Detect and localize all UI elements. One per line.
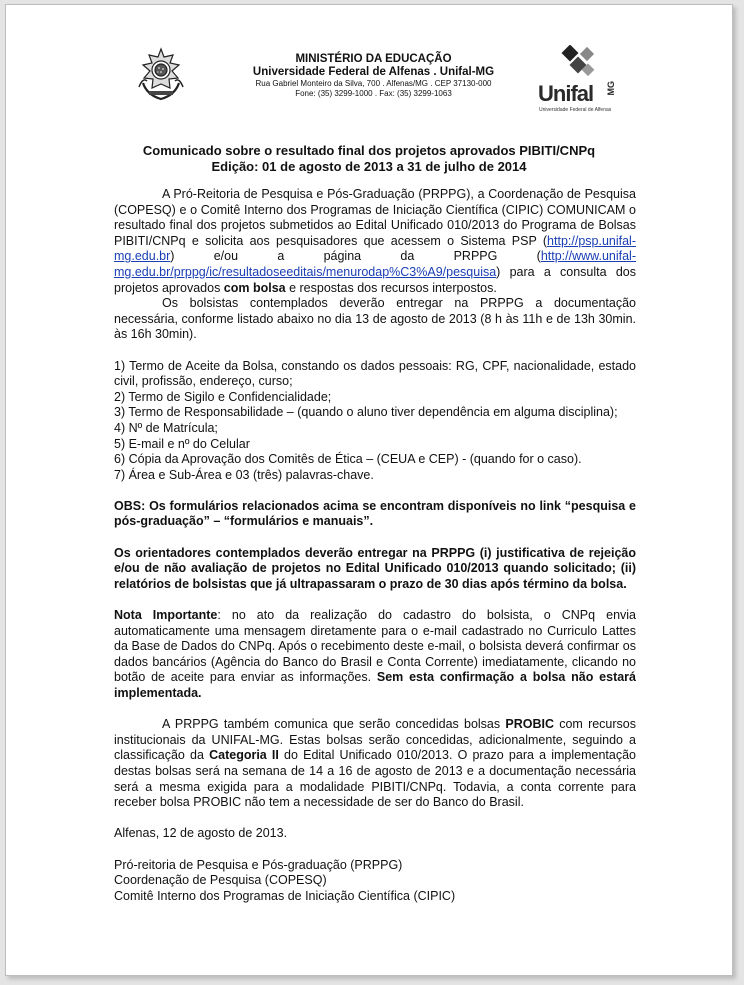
orientadores-paragraph: Os orientadores contemplados deverão entregar na PRPPG (i) justificativa de rejeição e/ou de não avaliação de projetos no Edital Unificado 010/2013 quando solicitado; (ii) relatórios de bolsistas que já ultrapassaram o prazo de 30 dias após término da bolsa. [114,545,636,591]
psp-link[interactable]: http://psp.unifal-mg.edu.br [114,233,636,264]
list-item: 6) Cópia da Aprovação dos Comitês de Ética – (CEUA e CEP) - (quando for o caso). [114,452,582,467]
list-item: 1) Termo de Aceite da Bolsa, constando os dados pessoais: RG, CPF, nacionalidade, estado civil, profissão, endereço, curso; [114,358,636,389]
intro-bold: com bolsa [223,280,286,295]
list-item: 2) Termo de Sigilo e Confidencialidade; [114,389,332,404]
list-item: 4) Nº de Matrícula; [114,420,218,435]
nota-text: : no ato da realização do cadastro do bolsista, o CNPq envia automaticamente uma mensagem diretamente para o e-mail cadastrado no Curriculo Lattes da Base de Dados do CNPq. Após o recebimento deste e-mail, o bolsista deverá confirmar os dados bancários (Agência do Banco do Brasil e Conta Corrente) imediatamente, clicando no botão de aceite para enviar as informações. [114,608,636,685]
university-name: Universidade Federal de Alfenas . Unifal-MG [252,66,495,78]
nota-paragraph [114,608,636,702]
brazil-coat-of-arms-icon [133,47,189,103]
categoria-bold: Categoria II [209,748,279,763]
obs-paragraph: OBS: Os formulários relacionados acima se encontram disponíveis no link “pesquisa e pós-graduação” – “formulários e manuais”. [114,498,636,529]
probic-text-a: A PRPPG também comunica que serão concedidas bolsas [162,717,506,732]
document-body [114,187,636,904]
nota-bold-end: Sem esta confirmação a bolsa não estará implementada. [114,670,636,700]
document-page [5,4,733,976]
ministry-name: MINISTÉRIO DA EDUCAÇÃO [295,53,452,65]
document-list [114,359,636,484]
prppg-link[interactable]: http://www.unifal-mg.edu.br/prppg/ic/resultadoseeditais/menurodap%C3%A9/pesquisa [114,249,636,279]
title-line-1: Comunicado sobre o resultado final dos projetos aprovados PIBITI/CNPq [142,143,596,158]
probic-bold: PROBIC [505,717,554,732]
nota-label: Nota Importante [114,608,218,623]
list-item: 7) Área e Sub-Área e 03 (três) palavras-chave. [114,467,374,482]
letterhead [6,5,732,125]
title-line-2: Edição: 01 de agosto de 2013 a 31 de julho de 2014 [211,159,527,174]
intro-text-b: ) e/ou a página da PRPPG ( [170,249,541,264]
intro-text-a: A Pró-Reitoria de Pesquisa e Pós-Graduação (PRPPG), a Coordenação de Pesquisa (COPESQ) e o Comitê Interno dos Programas de Iniciação Científica (CIPIC) COMUNICAM o resultado final dos projetos submetidos ao Edital Unificado 010/2013 do Programa de Bolsas PIBITI/CNPq e solicita aos pesquisadores que acessem o Sistema PSP ( [114,187,636,248]
probic-text-c: do Edital Unificado 010/2013. O prazo para a implementação destas bolsas será na semana de 14 a 16 de agosto de 2013 e a documentação necessária será a mesma exigida para a modalidade PIBITI/CNPq. Todavia, a conta corrente para receber bolsa PROBIC não tem a necessidade de ser do Banco do Brasil. [114,748,636,810]
paragraph-intro [114,187,636,296]
signature-block [114,858,636,905]
unifal-logo [538,45,634,115]
intro-text-d: e respostas dos recursos interpostos. [285,280,497,295]
logo-subtitle: Universidade Federal de Alfenas [539,107,612,113]
document-date: Alfenas, 12 de agosto de 2013. [114,826,288,841]
intro-text-c: ) para a consulta dos projetos aprovados [114,264,636,295]
signature-line: Coordenação de Pesquisa (COPESQ) [114,873,327,888]
paragraph-bolsistas: Os bolsistas contemplados deverão entregar na PRPPG a documentação necessária, conforme listado abaixo no dia 13 de agosto de 2013 (8 h às 11h e de 13h 30min. às 16h 30min). [114,296,636,342]
logo-wordmark: Unifal [538,81,594,106]
letterhead-text [221,53,526,99]
logo-mg-tag: MG [606,81,616,96]
university-phone: Fone: (35) 3299-1000 . Fax: (35) 3299-1063 [295,89,452,98]
probic-text-b: com recursos institucionais da UNIFAL-MG. Estas bolsas serão concedidas, adicionalmente, seguindo a classificação da [114,717,636,763]
list-item: 5) E-mail e nº do Celular [114,436,250,451]
probic-paragraph [114,717,636,811]
university-address: Rua Gabriel Monteiro da Silva, 700 . Alfenas/MG . CEP 37130-000 [255,79,492,88]
list-item: 3) Termo de Responsabilidade – (quando o aluno tiver dependência em alguma disciplina); [114,405,618,420]
signature-line: Pró-reitoria de Pesquisa e Pós-graduação (PRPPG) [114,857,403,872]
signature-line: Comitê Interno dos Programas de Iniciação Científica (CIPIC) [114,888,456,903]
unifal-logo-mark-icon [560,45,600,83]
document-title [6,143,732,175]
